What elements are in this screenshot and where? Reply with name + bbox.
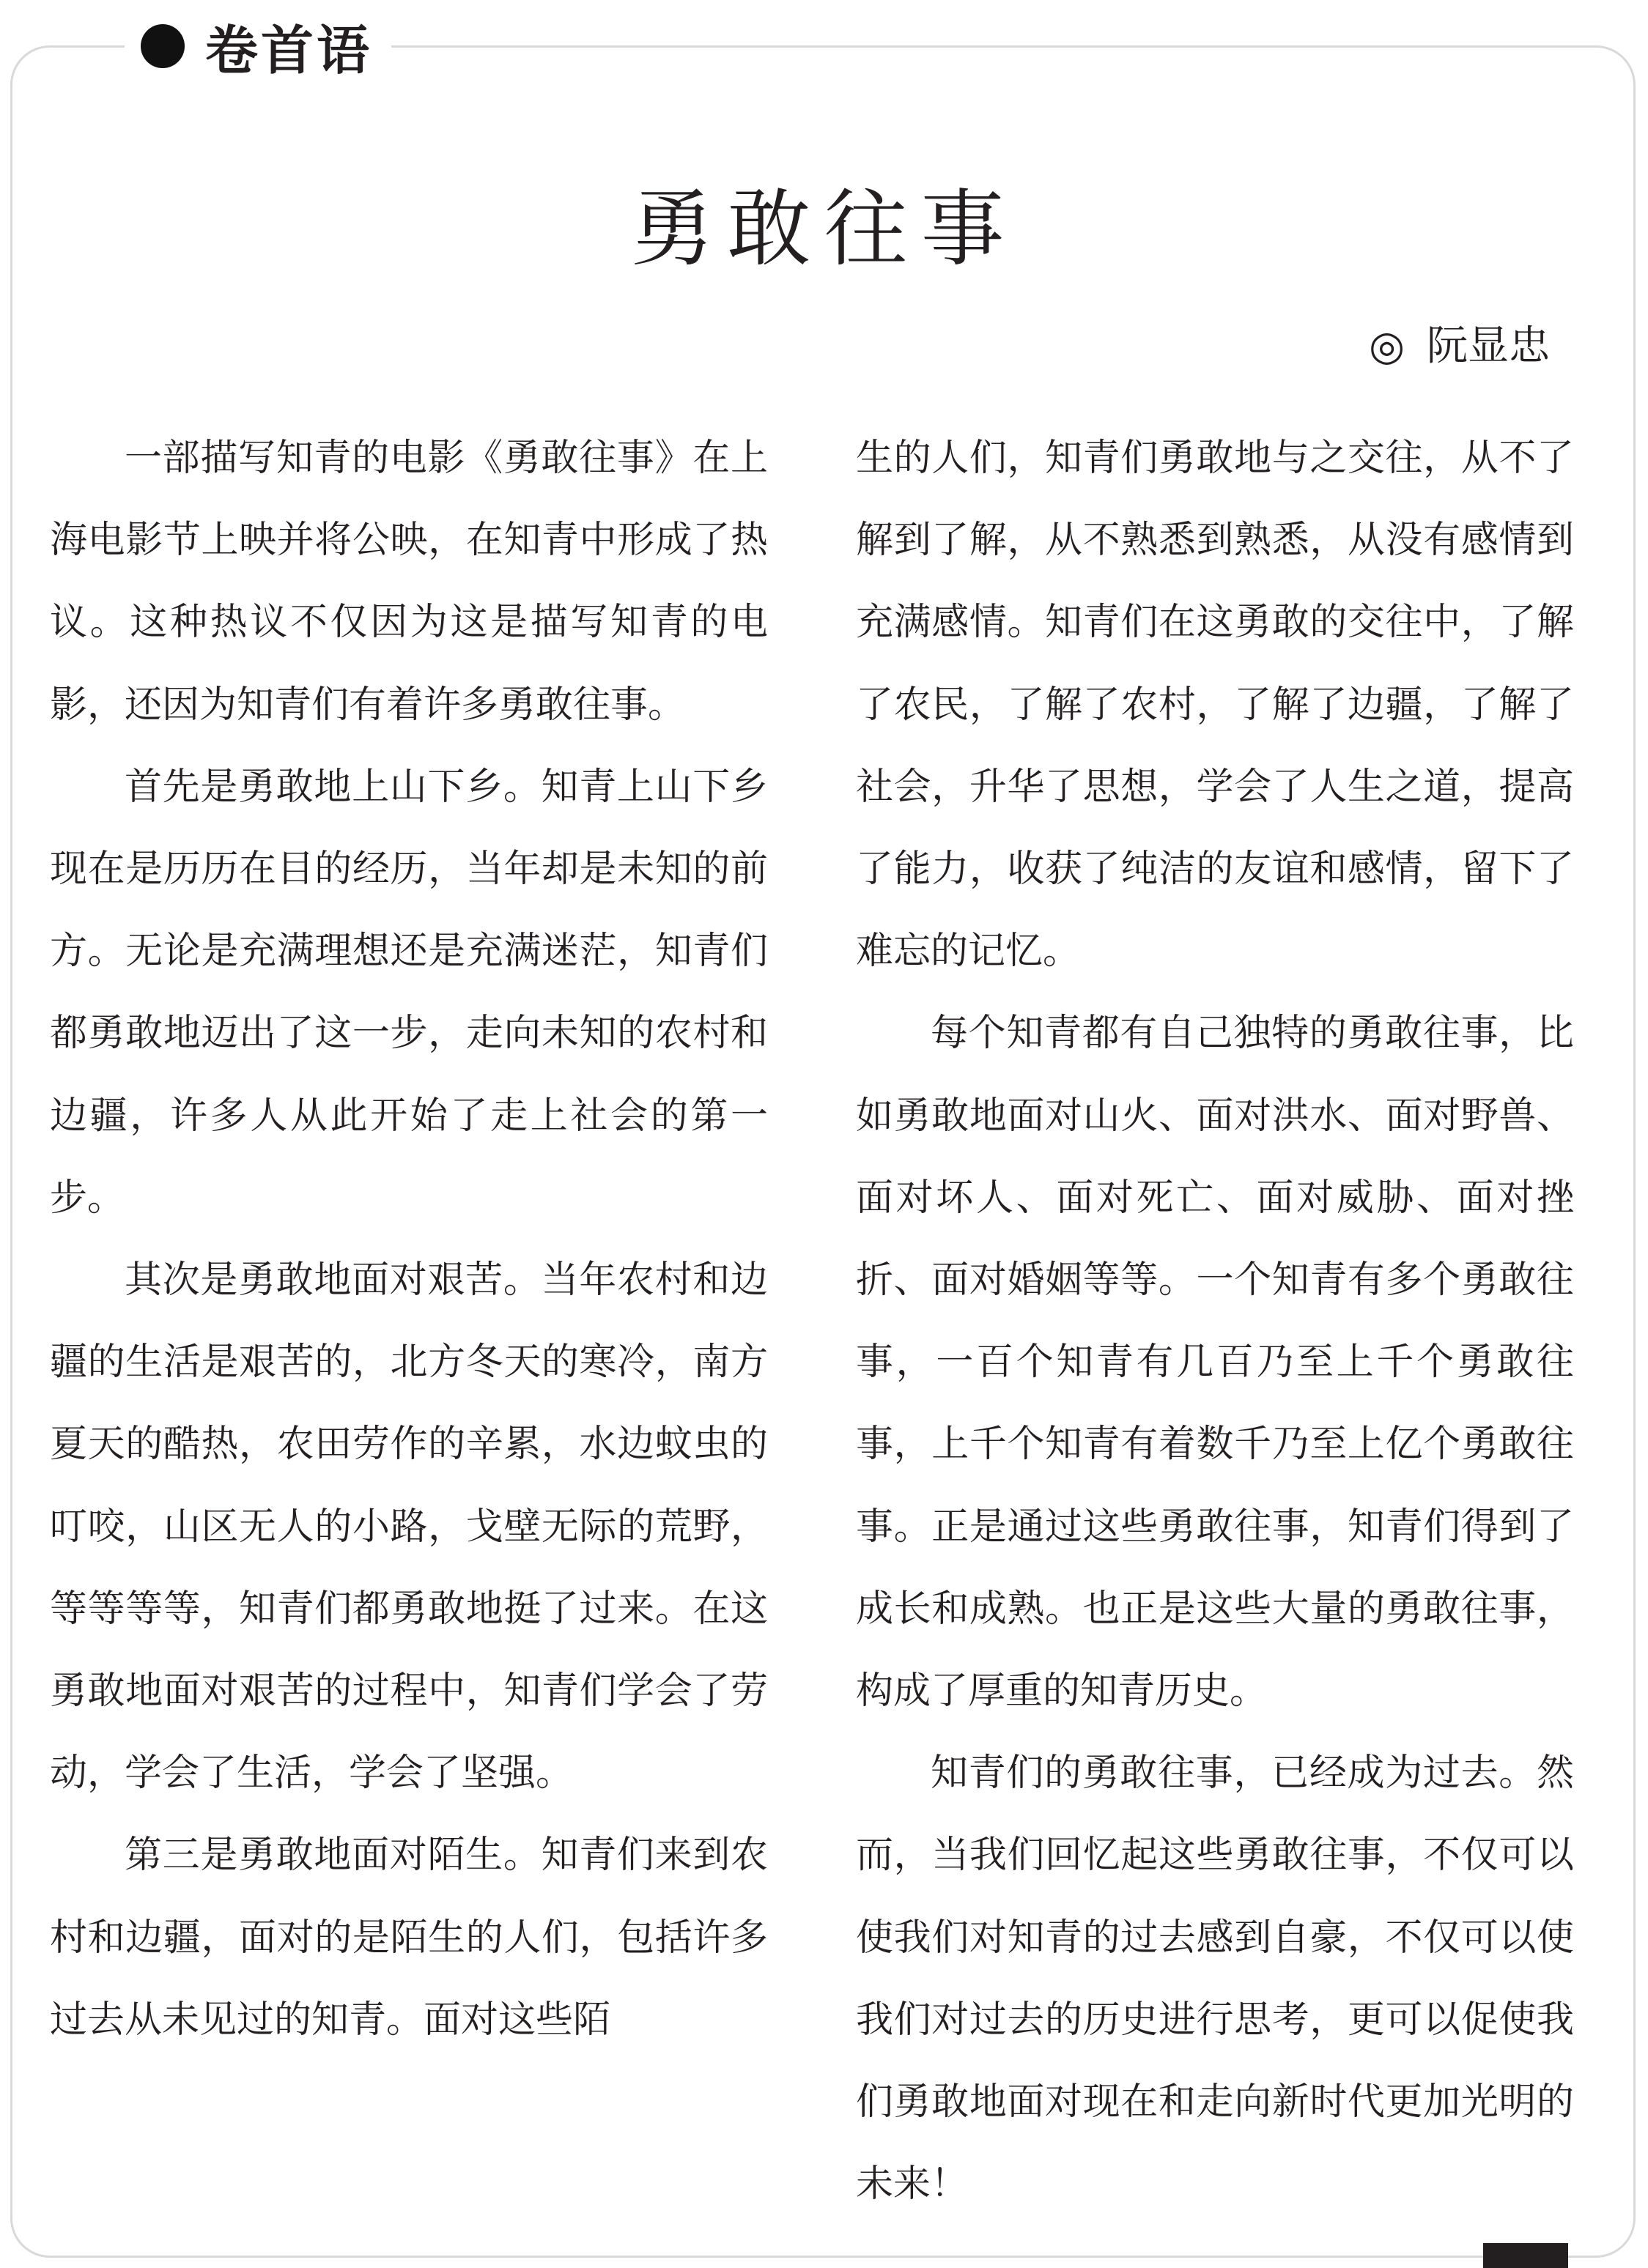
paragraph: 一部描写知青的电影《勇敢往事》在上海电影节上映并将公映，在知青中形成了热议。这种热议不仅因为这是描写知青的电影，还因为知青们有着许多勇敢往事。 [50,437,768,727]
double-circle-icon: ◎ [1369,322,1405,370]
bullet-dot-icon [141,24,185,68]
paragraph: 每个知青都有自己独特的勇敢往事，比如勇敢地面对山火、面对洪水、面对野兽、面对坏人、面对死亡、面对威胁、面对挫折、面对婚姻等等。一个知青有多个勇敢往事，一百个知青有几百乃至上千个勇敢往事，上千个知青有着数千乃至上亿个勇敢往事。正是通过这些勇敢往事，知青们得到了成长和成熟。也正是这些大量的勇敢往事，构成了厚重的知青历史。 [856,1012,1574,1713]
right-column [856,418,1574,2226]
author-name: 阮显忠 [1427,322,1550,370]
author-line [1369,314,1550,379]
section-header [125,6,391,86]
paragraph: 其次是勇敢地面对艰苦。当年农村和边疆的生活是艰苦的，北方冬天的寒冷，南方夏天的酷热，农田劳作的辛累，水边蚊虫的叮咬，山区无人的小路，戈壁无际的荒野，等等等等，知青们都勇敢地挺了过来。在这勇敢地面对艰苦的过程中，知青们学会了劳动，学会了生活，学会了坚强。 [50,1259,768,1796]
page-corner-bar [1483,2243,1568,2268]
paragraph-continuation: 生的人们，知青们勇敢地与之交往，从不了解到了解，从不熟悉到熟悉，从没有感情到充满感情。知青们在这勇敢的交往中，了解了农民，了解了农村，了解了边疆，了解了社会，升华了思想，学会了人生之道，提高了能力，收获了纯洁的友谊和感情，留下了难忘的记忆。 [856,437,1574,974]
left-column [50,418,768,2061]
paragraph: 知青们的勇敢往事，已经成为过去。然而，当我们回忆起这些勇敢往事，不仅可以使我们对知青的过去感到自豪，不仅可以使我们对过去的历史进行思考，更可以促使我们勇敢地面对现在和走向新时代更加光明的未来！ [856,1752,1574,2206]
section-label: 卷首语 [205,20,373,81]
paragraph: 第三是勇敢地面对陌生。知青们来到农村和边疆，面对的是陌生的人们，包括许多过去从未见过的知青。面对这些陌 [50,1834,768,2042]
paragraph: 首先是勇敢地上山下乡。知青上山下乡现在是历历在目的经历，当年却是未知的前方。无论是充满理想还是充满迷茫，知青们都勇敢地迈出了这一步，走向未知的农村和边疆，许多人从此开始了走上社会的第一步。 [50,765,768,1220]
article-title: 勇敢往事 [630,180,1018,278]
